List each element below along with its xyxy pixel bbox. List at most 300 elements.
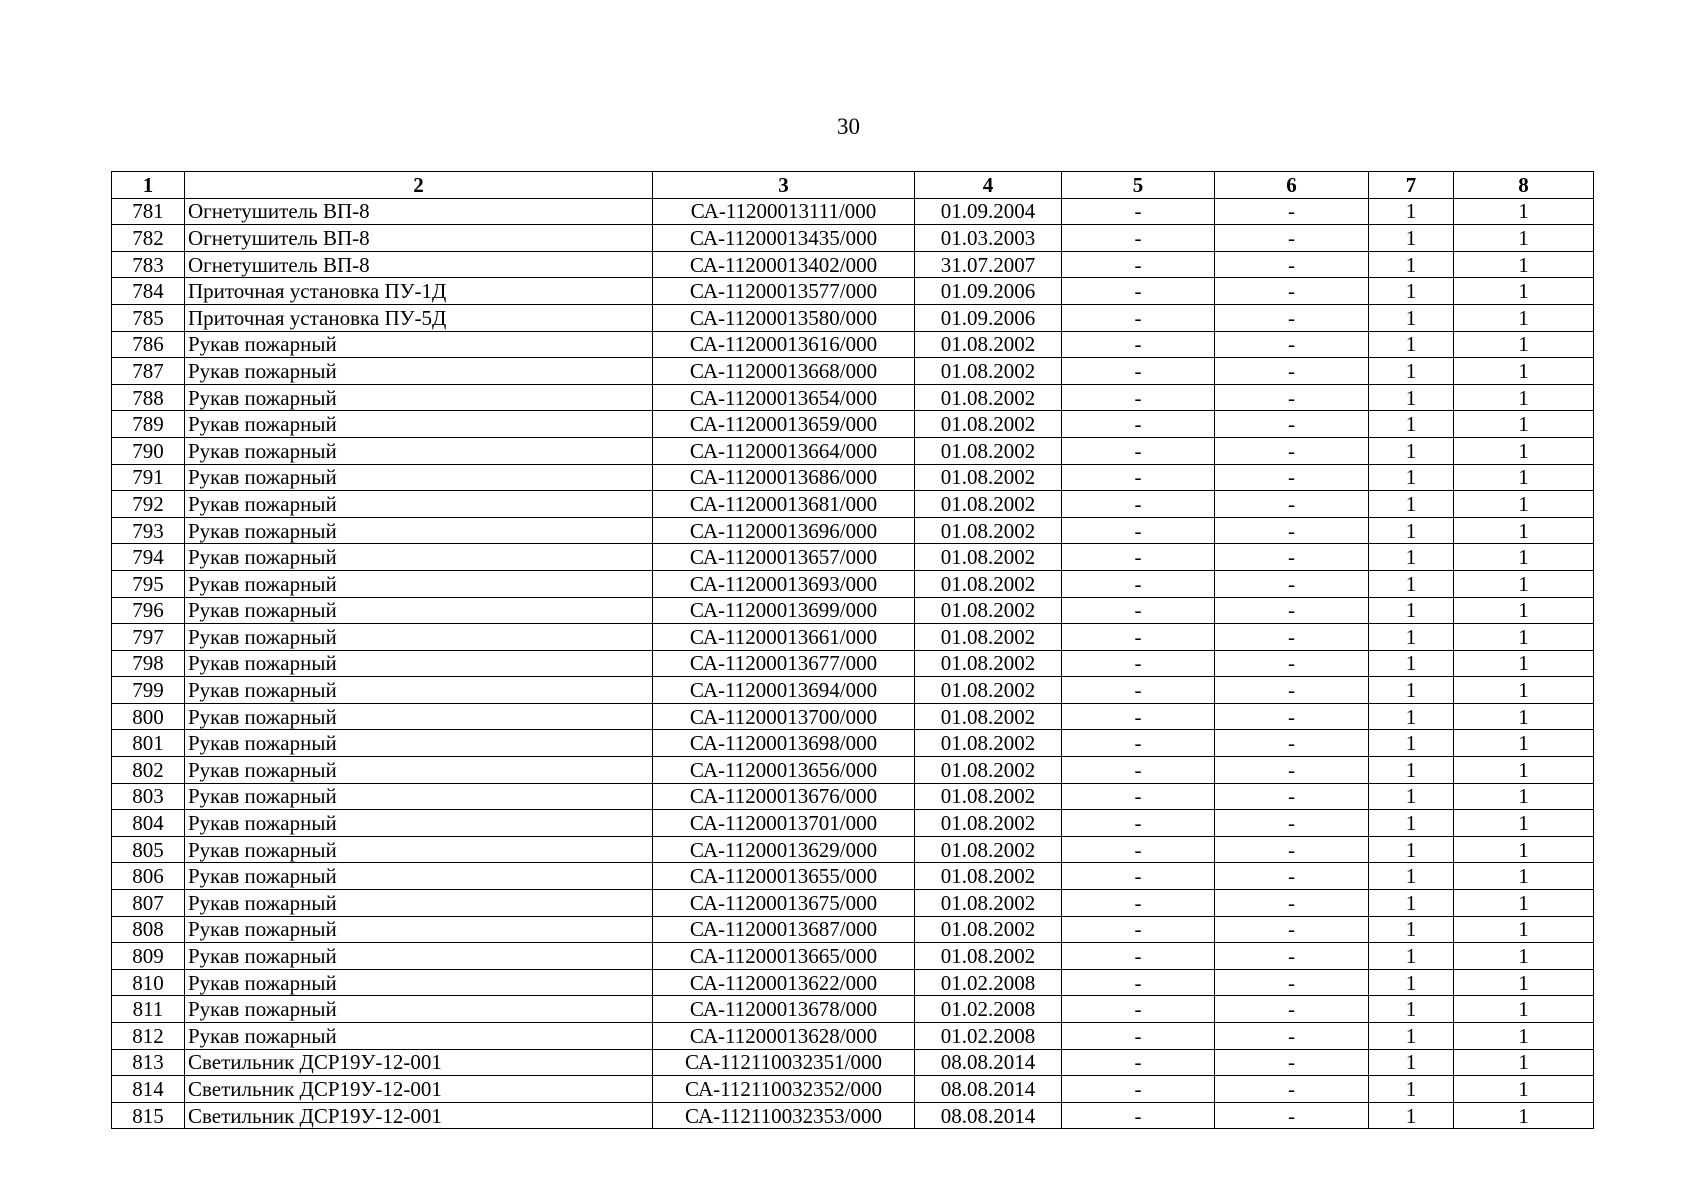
row-number-cell: 798	[112, 650, 185, 677]
col-6-value-cell: -	[1215, 1023, 1369, 1050]
col-6-value-cell: -	[1215, 384, 1369, 411]
col-6-value-cell: -	[1215, 597, 1369, 624]
date-cell: 01.08.2002	[915, 810, 1062, 837]
column-header-6: 6	[1215, 172, 1369, 199]
item-name-cell: Рукав пожарный	[185, 943, 653, 970]
col-7-value-cell: 1	[1369, 384, 1454, 411]
col-6-value-cell: -	[1215, 863, 1369, 890]
date-cell: 01.08.2002	[915, 331, 1062, 358]
col-6-value-cell: -	[1215, 251, 1369, 278]
row-number-cell: 781	[112, 198, 185, 225]
inventory-code-cell: СА-11200013681/000	[653, 491, 915, 518]
col-5-value-cell: -	[1062, 943, 1215, 970]
col-8-value-cell: 1	[1454, 916, 1594, 943]
row-number-cell: 809	[112, 943, 185, 970]
item-name-cell: Рукав пожарный	[185, 570, 653, 597]
col-7-value-cell: 1	[1369, 677, 1454, 704]
col-7-value-cell: 1	[1369, 544, 1454, 571]
col-5-value-cell: -	[1062, 304, 1215, 331]
row-number-cell: 795	[112, 570, 185, 597]
col-7-value-cell: 1	[1369, 597, 1454, 624]
col-8-value-cell: 1	[1454, 677, 1594, 704]
inventory-code-cell: СА-11200013698/000	[653, 730, 915, 757]
row-number-cell: 808	[112, 916, 185, 943]
table-row	[112, 331, 1594, 358]
col-8-value-cell: 1	[1454, 491, 1594, 518]
col-8-value-cell: 1	[1454, 810, 1594, 837]
row-number-cell: 793	[112, 517, 185, 544]
col-6-value-cell: -	[1215, 491, 1369, 518]
item-name-cell: Рукав пожарный	[185, 517, 653, 544]
date-cell: 01.08.2002	[915, 411, 1062, 438]
col-8-value-cell: 1	[1454, 969, 1594, 996]
item-name-cell: Рукав пожарный	[185, 969, 653, 996]
col-6-value-cell: -	[1215, 703, 1369, 730]
item-name-cell: Светильник ДСР19У-12-001	[185, 1049, 653, 1076]
item-name-cell: Огнетушитель ВП-8	[185, 225, 653, 252]
inventory-code-cell: СА-11200013694/000	[653, 677, 915, 704]
col-5-value-cell: -	[1062, 597, 1215, 624]
row-number-cell: 814	[112, 1076, 185, 1103]
inventory-code-cell: СА-112110032351/000	[653, 1049, 915, 1076]
col-8-value-cell: 1	[1454, 411, 1594, 438]
table-row	[112, 278, 1594, 305]
col-6-value-cell: -	[1215, 1049, 1369, 1076]
col-7-value-cell: 1	[1369, 996, 1454, 1023]
col-6-value-cell: -	[1215, 624, 1369, 651]
inventory-code-cell: СА-11200013677/000	[653, 650, 915, 677]
inventory-code-cell: СА-11200013622/000	[653, 969, 915, 996]
item-name-cell: Рукав пожарный	[185, 996, 653, 1023]
col-8-value-cell: 1	[1454, 703, 1594, 730]
page-number: 30	[837, 114, 860, 139]
item-name-cell: Рукав пожарный	[185, 491, 653, 518]
table-row	[112, 225, 1594, 252]
col-7-value-cell: 1	[1369, 1023, 1454, 1050]
row-number-cell: 800	[112, 703, 185, 730]
date-cell: 01.08.2002	[915, 384, 1062, 411]
row-number-cell: 811	[112, 996, 185, 1023]
col-8-value-cell: 1	[1454, 517, 1594, 544]
col-5-value-cell: -	[1062, 570, 1215, 597]
col-5-value-cell: -	[1062, 703, 1215, 730]
col-7-value-cell: 1	[1369, 331, 1454, 358]
item-name-cell: Рукав пожарный	[185, 916, 653, 943]
table-row	[112, 198, 1594, 225]
date-cell: 01.02.2008	[915, 969, 1062, 996]
col-6-value-cell: -	[1215, 517, 1369, 544]
col-6-value-cell: -	[1215, 437, 1369, 464]
col-7-value-cell: 1	[1369, 491, 1454, 518]
inventory-table	[111, 171, 1594, 1129]
column-header-2: 2	[185, 172, 653, 199]
inventory-code-cell: СА-11200013659/000	[653, 411, 915, 438]
item-name-cell: Рукав пожарный	[185, 703, 653, 730]
table-row	[112, 437, 1594, 464]
date-cell: 01.08.2002	[915, 863, 1062, 890]
date-cell: 01.09.2004	[915, 198, 1062, 225]
col-5-value-cell: -	[1062, 384, 1215, 411]
col-5-value-cell: -	[1062, 198, 1215, 225]
table-row	[112, 384, 1594, 411]
date-cell: 01.08.2002	[915, 544, 1062, 571]
col-8-value-cell: 1	[1454, 278, 1594, 305]
row-number-cell: 801	[112, 730, 185, 757]
date-cell: 01.09.2006	[915, 304, 1062, 331]
date-cell: 01.08.2002	[915, 517, 1062, 544]
col-7-value-cell: 1	[1369, 703, 1454, 730]
inventory-code-cell: СА-11200013693/000	[653, 570, 915, 597]
row-number-cell: 812	[112, 1023, 185, 1050]
table-body	[112, 198, 1594, 1129]
inventory-code-cell: СА-11200013654/000	[653, 384, 915, 411]
col-5-value-cell: -	[1062, 278, 1215, 305]
col-5-value-cell: -	[1062, 730, 1215, 757]
col-7-value-cell: 1	[1369, 810, 1454, 837]
header-row	[112, 172, 1594, 199]
col-6-value-cell: -	[1215, 650, 1369, 677]
table-row	[112, 544, 1594, 571]
table-row	[112, 863, 1594, 890]
date-cell: 01.08.2002	[915, 730, 1062, 757]
table-row	[112, 650, 1594, 677]
col-8-value-cell: 1	[1454, 836, 1594, 863]
column-header-4: 4	[915, 172, 1062, 199]
col-7-value-cell: 1	[1369, 624, 1454, 651]
row-number-cell: 805	[112, 836, 185, 863]
date-cell: 01.08.2002	[915, 624, 1062, 651]
col-8-value-cell: 1	[1454, 1049, 1594, 1076]
col-7-value-cell: 1	[1369, 517, 1454, 544]
row-number-cell: 782	[112, 225, 185, 252]
inventory-code-cell: СА-11200013699/000	[653, 597, 915, 624]
item-name-cell: Рукав пожарный	[185, 836, 653, 863]
col-6-value-cell: -	[1215, 570, 1369, 597]
row-number-cell: 813	[112, 1049, 185, 1076]
col-7-value-cell: 1	[1369, 863, 1454, 890]
col-8-value-cell: 1	[1454, 943, 1594, 970]
col-6-value-cell: -	[1215, 890, 1369, 917]
table-row	[112, 491, 1594, 518]
item-name-cell: Рукав пожарный	[185, 384, 653, 411]
col-8-value-cell: 1	[1454, 863, 1594, 890]
row-number-cell: 783	[112, 251, 185, 278]
col-6-value-cell: -	[1215, 1076, 1369, 1103]
col-8-value-cell: 1	[1454, 783, 1594, 810]
date-cell: 01.02.2008	[915, 996, 1062, 1023]
inventory-code-cell: СА-11200013629/000	[653, 836, 915, 863]
col-6-value-cell: -	[1215, 677, 1369, 704]
date-cell: 31.07.2007	[915, 251, 1062, 278]
col-8-value-cell: 1	[1454, 570, 1594, 597]
col-6-value-cell: -	[1215, 916, 1369, 943]
row-number-cell: 797	[112, 624, 185, 651]
col-7-value-cell: 1	[1369, 411, 1454, 438]
item-name-cell: Рукав пожарный	[185, 650, 653, 677]
row-number-cell: 807	[112, 890, 185, 917]
item-name-cell: Рукав пожарный	[185, 544, 653, 571]
row-number-cell: 790	[112, 437, 185, 464]
date-cell: 01.03.2003	[915, 225, 1062, 252]
item-name-cell: Рукав пожарный	[185, 624, 653, 651]
table-row	[112, 890, 1594, 917]
col-6-value-cell: -	[1215, 783, 1369, 810]
inventory-code-cell: СА-11200013686/000	[653, 464, 915, 491]
col-6-value-cell: -	[1215, 810, 1369, 837]
date-cell: 01.08.2002	[915, 650, 1062, 677]
col-8-value-cell: 1	[1454, 544, 1594, 571]
date-cell: 01.08.2002	[915, 570, 1062, 597]
col-5-value-cell: -	[1062, 650, 1215, 677]
table-row	[112, 358, 1594, 385]
col-5-value-cell: -	[1062, 464, 1215, 491]
col-6-value-cell: -	[1215, 836, 1369, 863]
col-5-value-cell: -	[1062, 437, 1215, 464]
col-7-value-cell: 1	[1369, 437, 1454, 464]
column-header-8: 8	[1454, 172, 1594, 199]
row-number-cell: 803	[112, 783, 185, 810]
col-5-value-cell: -	[1062, 358, 1215, 385]
col-7-value-cell: 1	[1369, 969, 1454, 996]
col-6-value-cell: -	[1215, 225, 1369, 252]
item-name-cell: Рукав пожарный	[185, 863, 653, 890]
item-name-cell: Светильник ДСР19У-12-001	[185, 1102, 653, 1129]
col-5-value-cell: -	[1062, 916, 1215, 943]
col-7-value-cell: 1	[1369, 225, 1454, 252]
col-8-value-cell: 1	[1454, 597, 1594, 624]
row-number-cell: 788	[112, 384, 185, 411]
col-8-value-cell: 1	[1454, 757, 1594, 784]
date-cell: 01.08.2002	[915, 677, 1062, 704]
row-number-cell: 794	[112, 544, 185, 571]
column-header-7: 7	[1369, 172, 1454, 199]
row-number-cell: 786	[112, 331, 185, 358]
col-7-value-cell: 1	[1369, 1076, 1454, 1103]
col-7-value-cell: 1	[1369, 890, 1454, 917]
table-row	[112, 1102, 1594, 1129]
date-cell: 01.08.2002	[915, 464, 1062, 491]
table-row	[112, 703, 1594, 730]
inventory-code-cell: СА-11200013402/000	[653, 251, 915, 278]
inventory-code-cell: СА-112110032353/000	[653, 1102, 915, 1129]
date-cell: 01.08.2002	[915, 916, 1062, 943]
col-7-value-cell: 1	[1369, 943, 1454, 970]
col-5-value-cell: -	[1062, 544, 1215, 571]
col-5-value-cell: -	[1062, 836, 1215, 863]
col-5-value-cell: -	[1062, 677, 1215, 704]
col-8-value-cell: 1	[1454, 384, 1594, 411]
item-name-cell: Рукав пожарный	[185, 411, 653, 438]
row-number-cell: 792	[112, 491, 185, 518]
col-5-value-cell: -	[1062, 491, 1215, 518]
column-header-1: 1	[112, 172, 185, 199]
inventory-code-cell: СА-11200013577/000	[653, 278, 915, 305]
inventory-code-cell: СА-11200013668/000	[653, 358, 915, 385]
item-name-cell: Рукав пожарный	[185, 783, 653, 810]
col-8-value-cell: 1	[1454, 890, 1594, 917]
col-5-value-cell: -	[1062, 996, 1215, 1023]
inventory-code-cell: СА-11200013664/000	[653, 437, 915, 464]
table-row	[112, 1023, 1594, 1050]
inventory-code-cell: СА-11200013111/000	[653, 198, 915, 225]
col-6-value-cell: -	[1215, 943, 1369, 970]
table-row	[112, 810, 1594, 837]
col-7-value-cell: 1	[1369, 198, 1454, 225]
col-8-value-cell: 1	[1454, 358, 1594, 385]
date-cell: 01.08.2002	[915, 437, 1062, 464]
table-row	[112, 597, 1594, 624]
item-name-cell: Приточная установка ПУ-5Д	[185, 304, 653, 331]
item-name-cell: Рукав пожарный	[185, 437, 653, 464]
col-5-value-cell: -	[1062, 1049, 1215, 1076]
row-number-cell: 806	[112, 863, 185, 890]
col-5-value-cell: -	[1062, 863, 1215, 890]
table-row	[112, 996, 1594, 1023]
table-row	[112, 916, 1594, 943]
table-row	[112, 943, 1594, 970]
col-8-value-cell: 1	[1454, 331, 1594, 358]
row-number-cell: 784	[112, 278, 185, 305]
row-number-cell: 802	[112, 757, 185, 784]
col-8-value-cell: 1	[1454, 996, 1594, 1023]
row-number-cell: 810	[112, 969, 185, 996]
col-5-value-cell: -	[1062, 251, 1215, 278]
item-name-cell: Рукав пожарный	[185, 1023, 653, 1050]
inventory-code-cell: СА-11200013616/000	[653, 331, 915, 358]
col-8-value-cell: 1	[1454, 251, 1594, 278]
col-6-value-cell: -	[1215, 996, 1369, 1023]
date-cell: 01.08.2002	[915, 597, 1062, 624]
row-number-cell: 787	[112, 358, 185, 385]
column-header-5: 5	[1062, 172, 1215, 199]
table-row	[112, 836, 1594, 863]
inventory-code-cell: СА-11200013656/000	[653, 757, 915, 784]
col-5-value-cell: -	[1062, 757, 1215, 784]
col-7-value-cell: 1	[1369, 1102, 1454, 1129]
item-name-cell: Огнетушитель ВП-8	[185, 251, 653, 278]
date-cell: 01.08.2002	[915, 757, 1062, 784]
row-number-cell: 796	[112, 597, 185, 624]
table-row	[112, 783, 1594, 810]
col-7-value-cell: 1	[1369, 304, 1454, 331]
col-7-value-cell: 1	[1369, 836, 1454, 863]
inventory-code-cell: СА-11200013435/000	[653, 225, 915, 252]
inventory-code-cell: СА-112110032352/000	[653, 1076, 915, 1103]
row-number-cell: 815	[112, 1102, 185, 1129]
col-6-value-cell: -	[1215, 198, 1369, 225]
table-row	[112, 624, 1594, 651]
date-cell: 01.08.2002	[915, 358, 1062, 385]
table-row	[112, 677, 1594, 704]
date-cell: 01.08.2002	[915, 890, 1062, 917]
inventory-code-cell: СА-11200013665/000	[653, 943, 915, 970]
date-cell: 01.02.2008	[915, 1023, 1062, 1050]
col-5-value-cell: -	[1062, 1076, 1215, 1103]
row-number-cell: 804	[112, 810, 185, 837]
date-cell: 01.08.2002	[915, 703, 1062, 730]
table-row	[112, 730, 1594, 757]
col-8-value-cell: 1	[1454, 1076, 1594, 1103]
col-7-value-cell: 1	[1369, 278, 1454, 305]
item-name-cell: Рукав пожарный	[185, 358, 653, 385]
inventory-code-cell: СА-11200013580/000	[653, 304, 915, 331]
inventory-code-cell: СА-11200013678/000	[653, 996, 915, 1023]
col-6-value-cell: -	[1215, 278, 1369, 305]
col-5-value-cell: -	[1062, 810, 1215, 837]
col-5-value-cell: -	[1062, 783, 1215, 810]
inventory-code-cell: СА-11200013628/000	[653, 1023, 915, 1050]
column-header-3: 3	[653, 172, 915, 199]
col-5-value-cell: -	[1062, 969, 1215, 996]
col-6-value-cell: -	[1215, 1102, 1369, 1129]
table-row	[112, 570, 1594, 597]
date-cell: 01.08.2002	[915, 491, 1062, 518]
col-8-value-cell: 1	[1454, 198, 1594, 225]
col-7-value-cell: 1	[1369, 916, 1454, 943]
col-7-value-cell: 1	[1369, 464, 1454, 491]
col-5-value-cell: -	[1062, 225, 1215, 252]
col-7-value-cell: 1	[1369, 251, 1454, 278]
item-name-cell: Приточная установка ПУ-1Д	[185, 278, 653, 305]
col-8-value-cell: 1	[1454, 437, 1594, 464]
col-5-value-cell: -	[1062, 517, 1215, 544]
col-5-value-cell: -	[1062, 331, 1215, 358]
col-6-value-cell: -	[1215, 544, 1369, 571]
col-6-value-cell: -	[1215, 304, 1369, 331]
col-7-value-cell: 1	[1369, 358, 1454, 385]
item-name-cell: Рукав пожарный	[185, 597, 653, 624]
col-7-value-cell: 1	[1369, 783, 1454, 810]
col-6-value-cell: -	[1215, 411, 1369, 438]
item-name-cell: Светильник ДСР19У-12-001	[185, 1076, 653, 1103]
col-7-value-cell: 1	[1369, 757, 1454, 784]
col-7-value-cell: 1	[1369, 730, 1454, 757]
col-8-value-cell: 1	[1454, 1102, 1594, 1129]
col-8-value-cell: 1	[1454, 1023, 1594, 1050]
col-7-value-cell: 1	[1369, 650, 1454, 677]
table-row	[112, 304, 1594, 331]
col-5-value-cell: -	[1062, 1023, 1215, 1050]
date-cell: 01.08.2002	[915, 836, 1062, 863]
inventory-code-cell: СА-11200013700/000	[653, 703, 915, 730]
table-row	[112, 969, 1594, 996]
date-cell: 01.08.2002	[915, 943, 1062, 970]
date-cell: 01.09.2006	[915, 278, 1062, 305]
col-6-value-cell: -	[1215, 331, 1369, 358]
col-5-value-cell: -	[1062, 624, 1215, 651]
table-header	[112, 172, 1594, 199]
col-6-value-cell: -	[1215, 730, 1369, 757]
inventory-code-cell: СА-11200013687/000	[653, 916, 915, 943]
item-name-cell: Огнетушитель ВП-8	[185, 198, 653, 225]
col-8-value-cell: 1	[1454, 304, 1594, 331]
table-row	[112, 411, 1594, 438]
col-5-value-cell: -	[1062, 411, 1215, 438]
date-cell: 08.08.2014	[915, 1102, 1062, 1129]
item-name-cell: Рукав пожарный	[185, 677, 653, 704]
inventory-code-cell: СА-11200013657/000	[653, 544, 915, 571]
inventory-code-cell: СА-11200013676/000	[653, 783, 915, 810]
item-name-cell: Рукав пожарный	[185, 464, 653, 491]
table-row	[112, 251, 1594, 278]
item-name-cell: Рукав пожарный	[185, 730, 653, 757]
col-7-value-cell: 1	[1369, 570, 1454, 597]
item-name-cell: Рукав пожарный	[185, 890, 653, 917]
col-6-value-cell: -	[1215, 464, 1369, 491]
table-row	[112, 1076, 1594, 1103]
col-5-value-cell: -	[1062, 890, 1215, 917]
col-6-value-cell: -	[1215, 757, 1369, 784]
